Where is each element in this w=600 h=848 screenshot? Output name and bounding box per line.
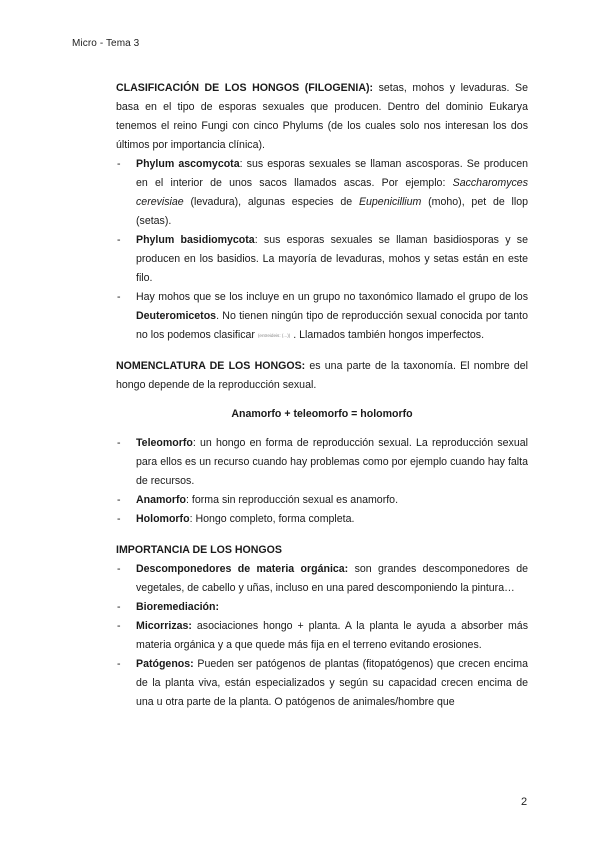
deuteromicetos-text-c: . Llamados también hongos imperfectos. [290,329,485,341]
nomenclatura-paragraph [116,357,528,395]
teleomorfo-text: : un hongo en forma de reproducción sexual. La reproducción sexual para ellos es un recurso cuando hay problemas como por ejemplo cuando hay falta de recursos. [136,437,528,487]
nomenclatura-intro: es una parte de la taxonomía. El nombre del hongo depende de la reproducción sexual. [116,360,528,391]
formula-text: Anamorfo + teleomorfo = holomorfo [231,408,413,420]
ascomycota-text: : sus esporas sexuales se llaman ascosporas. Se producen en el interior de unos sacos llamados ascas. Por ejemplo: [136,158,528,189]
formula [116,405,528,424]
list-item [116,617,528,655]
micorrizas-text: asociaciones hongo + planta. A la planta le ayuda a absorber más materia orgánica y a que quede más fija en el terreno evitando erosiones. [136,620,528,651]
nomenclatura-heading: NOMENCLATURA DE LOS HONGOS: [116,360,306,372]
teleomorfo-term: Teleomorfo [136,437,193,449]
clasificacion-heading: CLASIFICACIÓN DE LOS HONGOS (FILOGENIA): [116,82,374,94]
list-item [116,560,528,598]
bioremediacion-term: Bioremediación: [136,601,220,613]
species-name: Saccharomyces cerevisiae [136,177,528,208]
importancia-list [116,560,528,712]
descomponedores-term: Descomponedores de materia orgánica: [136,563,349,575]
list-item [116,288,528,345]
ascomycota-term: Phylum ascomycota [136,158,240,170]
importancia-heading-line [116,541,528,560]
importancia-heading: IMPORTANCIA DE LOS HONGOS [116,544,282,556]
list-item [116,231,528,288]
genus-name: Eupenicillium [358,196,422,208]
deuteromicetos-text-a: Hay mohos que se los incluye en un grupo no taxonómico llamado el grupo de los [136,291,528,303]
phylum-list [116,155,528,345]
deuteromicetos-term: Deuteromicetos [136,310,217,322]
list-item [116,655,528,712]
holomorfo-text: : Hongo completo, forma completa. [189,513,355,525]
document-body [116,79,528,712]
ascomycota-text-c: (moho), pet de llop (setas). [136,196,528,227]
list-item [116,491,528,510]
list-item [116,598,528,617]
basidiomycota-text: : sus esporas sexuales se llaman basidiosporas y se producen en los basidios. La mayoría de levaduras, mohos y setas están en este filo. [136,234,528,284]
deuteromicetos-text-b: . No tienen ningún tipo de reproducción sexual conocida por tanto no los podemos clasificar [136,310,528,341]
list-item [116,155,528,231]
anamorfo-term: Anamorfo [136,494,187,506]
clasificacion-paragraph [116,79,528,155]
anamorfo-text: : forma sin reproducción sexual es anamorfo. [186,494,399,506]
nomenclatura-list [116,434,528,529]
patogenos-text: Pueden ser patógenos de plantas (fitopatógenos) que crecen encima de la planta viva, están especializados y según su capacidad crecen encima de una u otra parte de la planta. O patógenos de animales/hombre que [136,658,528,708]
list-item [116,434,528,491]
basidiomycota-term: Phylum basidiomycota [136,234,255,246]
page-number: 2 [521,796,528,808]
list-item [116,510,528,529]
clasificacion-intro: setas, mohos y levaduras. Se basa en el tipo de esporas sexuales que producen. Dentro del dominio Eukarya tenemos el reino Fungi con cinco Phylums (de los cuales solo nos interesan los dos últimos por importancia clínica). [116,82,528,151]
ascomycota-text-b: (levadura), algunas especies de [183,196,359,208]
page-header: Micro - Tema 3 [72,38,140,49]
inline-annotation: (entreideis: (...)) [257,333,291,338]
holomorfo-term: Holomorfo [136,513,190,525]
descomponedores-text: son grandes descomponedores de vegetales, de cabello y uñas, incluso en una pared descomponiendo la pintura… [136,563,528,594]
micorrizas-term: Micorrizas: [136,620,192,632]
patogenos-term: Patógenos: [136,658,194,670]
